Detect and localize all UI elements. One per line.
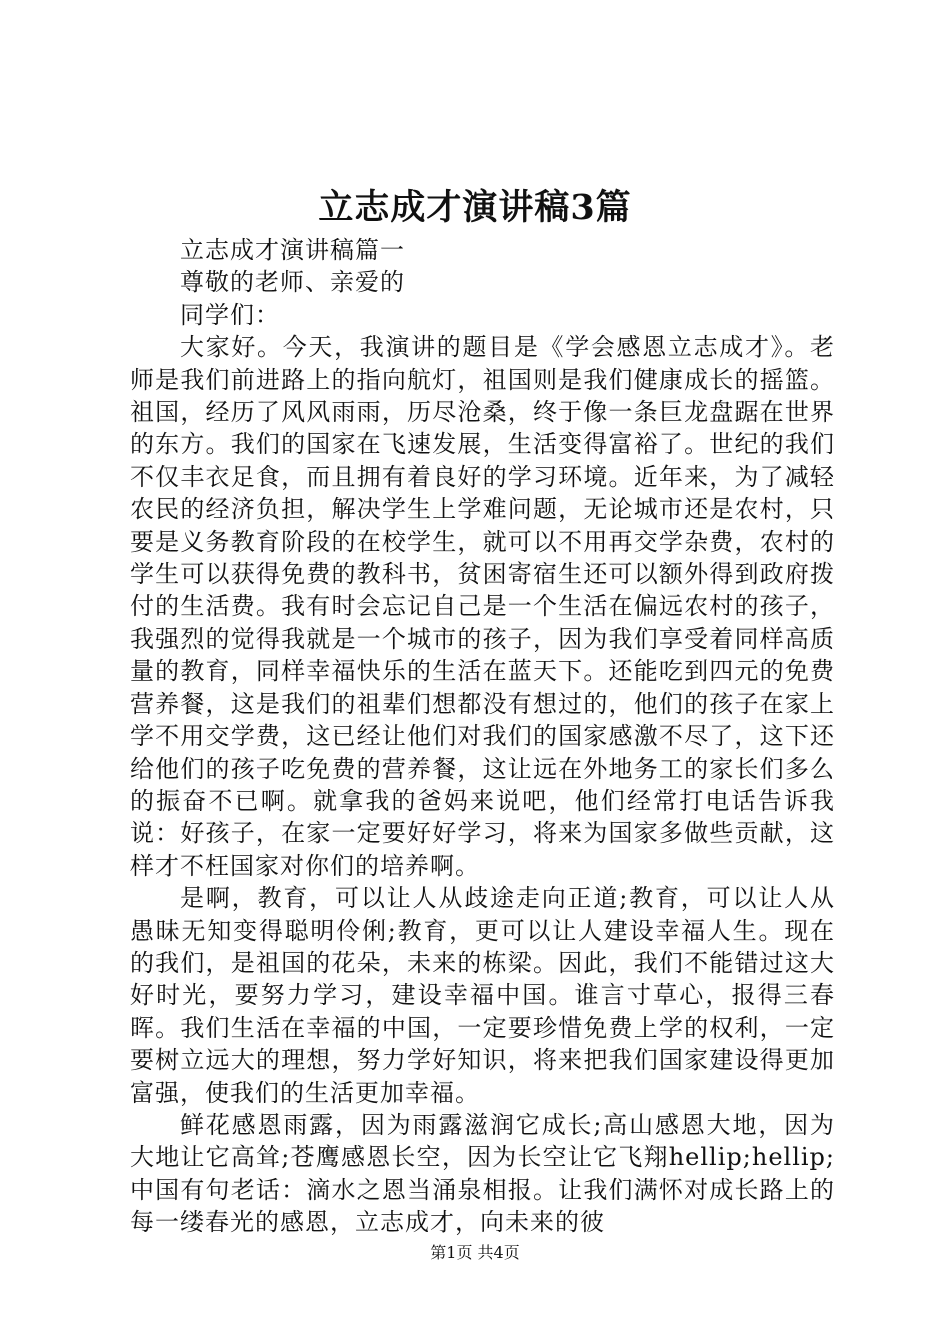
body-paragraph: 是啊，教育，可以让人从歧途走向正道;教育，可以让人从愚昧无知变得聪明伶俐;教育，更可以让人建设幸福人生。现在的我们，是祖国的花朵，未来的栋梁。因此，我们不能错过这大好时光，要努力学习，建设幸福中国。谁言寸草心，报得三春晖。我们生活在幸福的中国，一定要珍惜免费上学的权利，一定要树立远大的理想，努力学好知识，将来把我们国家建设得更加富强，使我们的生活更加幸福。 — [130, 884, 835, 1107]
body-paragraph: 大家好。今天，我演讲的题目是《学会感恩立志成才》。老师是我们前进路上的指向航灯，祖国则是我们健康成长的摇篮。祖国，经历了风风雨雨，历尽沧桑，终于像一条巨龙盘踞在世界的东方。我们的国家在飞速发展，生活变得富裕了。世纪的我们不仅丰衣足食，而且拥有着良好的学习环境。近年来，为了减轻农民的经济负担，解决学生上学难问题，无论城市还是农村，只要是义务教育阶段的在校学生，就可以不用再交学杂费，农村的学生可以获得免费的教科书，贫困寄宿生还可以额外得到政府拨付的生活费。我有时会忘记自己是一个生活在偏远农村的孩子，我强烈的觉得我就是一个城市的孩子，因为我们享受着同样高质量的教育，同样幸福快乐的生活在蓝天下。还能吃到四元的免费营养餐，这是我们的祖辈们想都没有想过的，他们的孩子在家上学不用交学费，这已经让他们对我们的国家感激不尽了，这下还给他们的孩子吃免费的营养餐，这让远在外地务工的家长们多么的振奋不已啊。就拿我的爸妈来说吧，他们经常打电话告诉我说：好孩子，在家一定要好好学习，将来为国家多做些贡献，这样才不枉国家对你们的培养啊。 — [130, 333, 835, 880]
salutation-line: 同学们： — [180, 300, 280, 329]
salutation-line: 尊敬的老师、亲爱的 — [180, 268, 405, 297]
document-body — [130, 234, 835, 1239]
body-paragraph: 鲜花感恩雨露，因为雨露滋润它成长;高山感恩大地，因为大地让它高耸;苍鹰感恩长空，因为长空让它飞翔hellip;hellip;中国有句老话：滴水之恩当涌泉相报。让我们满怀对成长路上的每一缕春光的感恩，立志成才，向未来的彼 — [130, 1110, 835, 1237]
document-title: 立志成才演讲稿3篇 — [318, 187, 632, 228]
section-heading: 立志成才演讲稿篇一 — [180, 236, 405, 264]
page-footer: 第1页 共4页 — [430, 1243, 520, 1262]
